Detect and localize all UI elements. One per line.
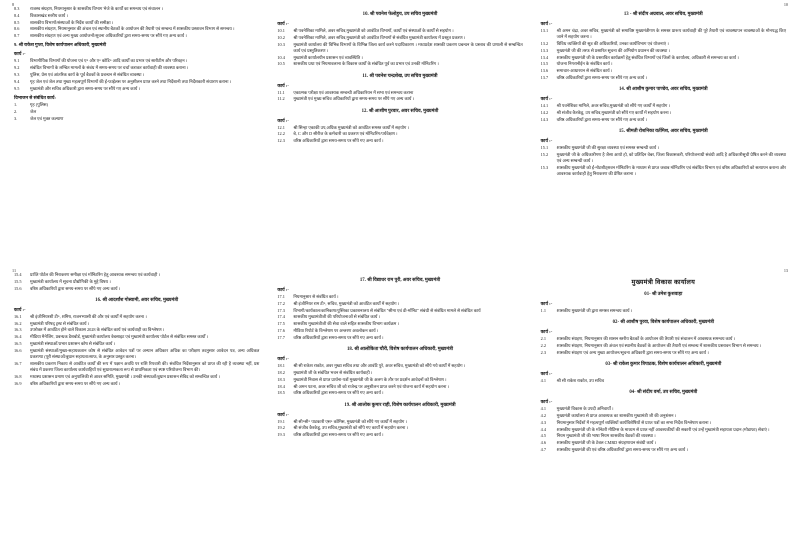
section-heading: 04- श्री संदीप वर्मा, उप सचिव, मुख्यमंत्री [629,390,698,396]
column-upper-3 [537,6,790,266]
list-item-text: श्री पवनेशिका मामिले, अवर सचिव,मुख्यमंत्री को आवंटित विभागों से संबंधित मुख्यमंत्री कार्यालय में प्रस्तुत प्रकरण । [293,34,466,40]
list-item-number: 4.6 [540,440,547,446]
list-item [277,55,522,61]
list-item-number: 2.3 [540,349,547,355]
list-item [14,65,259,71]
list-item-text: मीडिया मैनेजिंग, प्रबन्धक डैशबोर्ड, मुख्यमंत्री कार्यालय वेबसाइट एवं मुख्यमंत्री कार्यालय पोर्टल से संबंधित समस्त कार्यों । [30,334,209,340]
list-item-number: 11.1 [277,89,285,95]
list-item-number: 4.5 [540,433,547,439]
list-item [541,440,786,446]
list-item-number: 4.4 [540,426,547,432]
list-item [541,427,786,433]
list-item-text: विकासखंड स्तरीय कार्य । [30,12,68,18]
list-item-text: एकात्मक परीक्षा एवं आवश्यक सम्बन्धी अधिकारियन में सभा एवं समन्वय कराना [293,89,414,95]
list-item-text: शासकीय संग्रहण, नियमानुसार की अंचल एवं स्थानीय बैठकों के आयोजन की तैयारी एवं सम्बन्ध में शासकीय प्रस्तावन विभाग से समन्वय । [556,343,762,348]
list-item [14,79,259,85]
list-item-text: वरिष्ठ अधिकारियों द्वारा समय-समय पर सौंपे गए अन्य कार्य । [293,432,384,438]
list-item [541,41,786,47]
section-heading: 13 - श्री संदीप अग्रवाल, अवर सचिव, मुख्यमंत्री [623,12,703,17]
list-item-text: राजस्व संग्रहण, नियमानुसार के शासकीय विभाग भेजे के कार्यों का समन्वय एवं संचालन । [30,6,163,11]
list-item-text: उपरोक्त में आवंटित होने वाले विकास 2028 के संबंधित कार्य एवं कार्यवाही का विश्लेषण । [30,327,165,333]
list-item-text: श्री इंजीनियर राम टी॰, सचिव, मुख्यमंत्री को आवंटित कार्यों में सहयोग । [293,300,400,306]
list-item-number: 18.2 [277,369,285,375]
list-item-text: श्री पवनेशिका मामिले, अवर सचिव,मुख्यमंत्री को आवंटित विभागों, कार्यों एवं संस्थाओं के कार्यों से सहयोग । [293,27,454,33]
list-item-text: श्री सी राकेश राकोत, अवर मुख्य सचिव तथा और आवंटि पुरे, अवर सचिव, मुख्यमंत्री को सौंपे गये कार्यों में सहयोग । [293,363,466,369]
section-heading: 02- श्री आशीष पुरवा, विशेष कार्यपालन अधिकारी, मुख्यमंत्री [612,320,714,326]
subheading: कार्य :- [540,371,553,377]
list-item-text: शासकीय प्रकरण निकाय से आवंटित कार्यों की रूप में पक्षान अवधि पर राशि रिपवारी की। संबंधित निर्देशानुसार को प्राप्त की रही है व्यवस्था नहीं, प्रश संबंध में प्रकरण जिला कार्यालय कार्यवाहियों एवं सुधारात्मकता रूप से प्राथमिकता एवं स्पष्ट परियोजना विभाग की। [30,360,260,373]
list-item-text: मुख्यमंत्री कार्यालयीन प्रशासन एवं व्यवस्थिति । [293,54,363,60]
columns-lower [10,272,790,533]
list-item-text: शासकीय मुख्यमंत्री जी की सुरक्षा व्यवस्था एवं समस्त सम्बन्धी कार्य । [556,145,659,151]
list-item [14,327,259,333]
list-item-text: शासकीय प्रथा एवं नियमावलाना के विकास कार्यों के संबंधित पूर्व का प्रभार एवं उनकी मॉनिटरिंग । [293,61,439,67]
list-item-number: 13.6 [540,68,549,74]
list-item-number: 18.4 [277,383,285,389]
list-item-number: 17.4 [277,314,285,320]
list-item-text: शासकीय मुख्यमंत्री जी के मॉनेटरी मीटिंग्स के माध्यम से प्राप्त नहीं आवश्यकीयों की सकारी एवं उन्हें मुख्यमंत्री सहायता प्रदान (मोडाफा) सेवाएं । [556,426,770,432]
list-item-number: 8.7 [14,33,20,39]
section-heading: 18. श्री आलोकिता चौरी, विशेष कार्यपालन अधिकारी, मुख्यमंत्री [347,347,453,353]
list-item [541,378,786,384]
columns-upper [10,6,790,266]
list-item-text: मीडिया रिपोर्ट के विश्लेषण पर अन्तरण अवलोकन कार्य । [293,328,379,334]
list-item [277,370,522,376]
list-item-number: 9.2 [14,65,20,71]
list-item [277,125,522,131]
page-number-lower-left: 11 [12,268,17,273]
list-item-number: 3. [14,115,18,121]
list-item-number: 2.2 [540,343,547,348]
list-item [277,131,522,137]
page-number-upper-left: 8 [12,2,15,7]
list-item [14,381,259,387]
list-item [277,294,522,300]
list-item-text: श्री संजीव कैरकेडू, उप सचिव,मुख्यमंत्री को सौंपे गए कार्यों में सहयोग करना । [556,110,672,116]
section-heading: 01- श्री उमेश कुशवाहा [644,292,683,297]
subheading: कार्य :- [277,286,289,292]
list-item [277,96,522,102]
list-item-number: 10.1 [277,27,285,33]
list-item-text: शासकीय मुख्यमंत्रीजी की सेवा वाले सहित शासकीय विभाग कार्यक्रम । [293,321,400,327]
subheading: कार्य :- [540,329,553,335]
list-item [541,55,786,61]
list-item-number: 13.3 [540,47,549,53]
list-item [277,308,522,314]
list-item-number: 16.9 [14,380,22,386]
list-item-text: जेल [30,108,37,114]
list-item [541,117,786,123]
list-item-number: 17.5 [277,321,285,327]
list-item-text: श्री संजीव कैरकेडू, उप सचिव,मुख्यमंत्री को सौंपे गए कार्यों में सहयोग करना । [293,425,408,431]
list-item-number: 18.1 [277,363,285,369]
list-item-text: वरिष्ठ अधिकारियों द्वारा समय-समय पर सौंपे गए अन्य कार्य । [30,285,121,291]
list-item-text: शासकीय मुख्यमंत्री जी के प्रस्तावित कार्यक्रमों हेतु संबंधित विभागों एवं जिलों के कार्यालय, अधिकारी से समन्वय का कार्य । [556,54,739,60]
list-item-text: विविध व्यक्तियों की सूत्र की अधिकारियों, उनका कार्यविभाग एवं योजनाएं । [556,41,669,47]
list-item-number: 10.3 [277,41,285,47]
list-item [277,35,522,41]
list-item-text: शासकीय मुख्यमंत्रीजी की परियोजनाओं से संबंधित कार्य । [293,314,381,320]
list-item-number: 16.2 [14,320,22,326]
list-item-text: शासकीय संग्रहण एवं अन्य मुख्य आयोजनों/सूचना अधिकारियों द्वारा समय-समय पर सौंपे गए अन्य कार्य । [30,33,187,39]
list-item [14,348,259,360]
list-item-number: 2.1 [540,336,547,342]
list-item [541,68,786,74]
list-item [14,33,259,39]
sheet-lower [0,266,800,533]
list-item-text: नियमानुसार से संबंधित कार्य । [293,293,339,299]
list-item-text: वरिष्ठ अधिकारियों द्वारा समय-समय पर सौंपे गए अन्य कार्य । [293,334,384,340]
list-item-number: 15.5 [14,278,22,284]
list-item [14,321,259,327]
section-heading: 19. श्री आलोक कुमार राही, विशेष कार्यपालन अधिकारी, मुख्यमंत्री [344,402,456,408]
list-item-number: 9.4 [14,78,20,84]
list-item-number: 1. [14,101,18,107]
list-item [14,102,259,108]
list-item-number: 15.3 [540,164,549,170]
list-item [14,334,259,340]
list-item-text: प्राप्ति पोर्टल की निराकरण समीक्षा एवं मॉनिटरिंग हेतु आवश्यक समन्वय एवं कार्यवाही । [30,272,161,277]
list-item-number: 12.1 [277,124,285,130]
list-item-number: 16.8 [14,373,22,379]
list-item [14,279,259,285]
list-item-number: 13.2 [540,41,549,47]
list-item-text: गृह (पुलिस) [30,101,49,107]
list-item-number: 16.4 [14,334,22,340]
list-item-text: वरिष्ठ अधिकारियों द्वारा समय-समय पर सौंपे गए अन्य कार्य । [556,75,647,81]
list-item [277,61,522,67]
list-item-number: 1.1 [540,307,547,313]
list-item-text: मुख्यमंत्री जी के संबंधित भवन से संबंधित कार्यवाही । [293,369,373,375]
list-item [277,390,522,396]
list-item-text: जेल एवं मुक्त कल्याण [30,115,64,121]
list-item-number: 19.1 [277,418,285,424]
subheading: कार्य :- [540,20,553,26]
list-item [14,20,259,26]
section-heading: 16. श्री आदर्शांश गोस्वामी, अवर सचिव, मुख्यमंत्री [95,297,179,303]
subheading: 9. श्री राकेश गुप्ता, विशेष कार्यपालन अधिकारी, मुख्यमंत्री [14,42,107,48]
section-title: मुख्यमंत्री विकास कार्यालय [631,279,696,286]
list-item-text: मुख्यमंत्री संस्थाओं/मुख्य-सहायकतान कोष से संबंधित आवेदन पत्रों पर अन्यान अधिकार अधिक का परीक्षण तदनुसार आवेदन पत्र, अन्य अधिकत प्रकरण्या (पूरी संस्थाओं/बुधान सहायता/साफ, के अनुसार प्रस्तुत करना। [30,347,260,360]
list-item-text: श्री सी॰सी॰ पाटकारी एस॰ कॉमिस, मुख्यमंत्री को सौंपे गए कार्यों में सहयोग । [293,418,407,424]
list-item-text: गृह जेल एवं जेल तथा मुख्य महत्वपूर्ण विभागों की ई-फाईलस पर अनुशीलन प्राप्त करने तथा निर्देशानी तथा निर्देशकारी संधारण कराना । [30,78,232,84]
section-heading: 12. श्री आशीष पुरवार, अवर सचिव, मुख्यमंत्री [361,108,439,114]
list-item-number: 18.3 [277,376,285,382]
column-upper-2 [273,6,526,266]
list-item [541,308,786,314]
subheading: कार्य :- [277,356,289,362]
subheading: कार्य :- [540,399,553,405]
page-number-upper-right: 10 [783,2,788,7]
list-item-text: योजना निगरानीईन के संबंधित कार्य । [556,61,613,67]
list-item [277,28,522,34]
list-item [277,42,522,54]
list-item-text: शासकीय संग्रहण एवं अन्य मुख्य आयोजन/सूचना अधिकारी द्वारा समय-समय पर सौंपे गए अन्य कार्य । [556,349,709,355]
list-item-text: शासकीय मुख्यमंत्री जी द्वारा समस्त समन्वय कार्य । [556,307,633,313]
list-item-number: 15.6 [14,285,22,291]
subheading: विभाजन से संबंधित कार्य: [14,94,56,100]
list-item-number: 13.5 [540,61,549,67]
list-item [14,72,259,78]
list-item-text: श्री पवनेशिका मामिले, अवर सचिव,मुख्यमंत्री को सौंपे गए कार्यों में सहयोग । [556,103,671,109]
list-item-number: 9.1 [14,58,20,64]
list-item-text: शासकीय विभागों/संस्थाओं के निर्देश कार्यों की समीक्षा । [30,19,114,25]
list-item-number: 4.1 [540,406,547,412]
list-item [14,272,259,278]
list-item [541,48,786,54]
list-item [14,86,259,92]
list-item [14,341,259,347]
list-item [277,363,522,369]
subheading: कार्य :- [277,117,289,123]
list-item-text: मुख्यमंत्री जी की तरफ से प्रसारित सूचना की अभियोग प्रधानन की व्यवस्था । [556,47,670,53]
subheading: कार्य :- [540,96,553,102]
page-number-lower-right: 13 [783,268,788,273]
list-item [277,384,522,390]
list-item-number: 16.7 [14,360,22,366]
list-item-number: 16.6 [14,347,22,353]
list-item-text: बे, C और D सीरीज के कर्मचारी का प्रकरण एवं मॉनिटरिंग/पर्यवेक्षण । [293,131,398,137]
list-item [541,61,786,67]
list-item-number: 15.1 [540,145,549,151]
list-item-text: मुख्यमंत्री और सचिव अधिकारी द्वारा समय-समय पर सौंपे गए अन्य कार्य । [30,85,140,91]
list-item-number: 8.4 [14,12,20,18]
list-item-number: 17.1 [277,293,285,299]
list-item [541,103,786,109]
list-item-text: शासकीय संग्रहण, नियमानुसार की शासन स्तरीय बैठकों के आयोजन की तैयारी एवं संचालन में आवश्यक समन्वय कार्य । [556,336,736,342]
section-heading: 11. श्री पवनेश चन्द्रशेख, उप सचिव मुख्यमंत्री [362,73,438,79]
list-item-number: 15.4 [14,272,22,277]
list-item [277,138,522,144]
list-item [541,145,786,151]
column-lower-1 [10,272,263,533]
list-item [541,406,786,412]
list-item-number: 19.2 [277,425,285,431]
subheading: कार्य :- [540,300,553,306]
list-item-number: 16.5 [14,341,22,347]
list-item-text: वरिष्ठ अधिकारियों द्वारा समय-समय पर सौंपे गए अन्य कार्य । [293,390,384,396]
sheet-upper [0,0,800,266]
list-item [14,361,259,373]
list-item-number: 12.2 [277,131,285,137]
list-item-number: 10.2 [277,34,285,40]
list-item-number: 8.5 [14,19,20,25]
list-item [541,336,786,342]
list-item-text: शासकीय मुख्यमंत्री की एवं वरिष्ठ अधिकारियों द्वारा समय-समय पर सौंपे गए अन्य कार्य । [556,447,688,453]
list-item-text: समाचार-आधारयन से संबंधित कार्य । [556,68,613,74]
list-item-number: 14.2 [540,110,549,116]
list-item-number: 13.1 [540,27,549,33]
section-heading: 10. श्री पवनेश फेलोहुय, उप सचिव मुख्यमंत्री [362,12,438,17]
list-item [541,152,786,164]
list-item-text: श्री अमन पटना, अवर सचिव जी को राजेन्द्र पर अनुशीलन प्राप्त करने एवं योजना कार्य में सहयोग करना । [293,383,450,389]
list-item-number: 10.5 [277,61,285,67]
list-item-text: पुलिस, प्रेस एवं आंतरिक कार्य के पूर्व बैठकों के प्रबन्धन से संबंधित व्यवस्था । [30,72,145,78]
list-item [14,58,259,64]
list-item [541,75,786,81]
subheading: कार्य :- [277,411,289,417]
list-item [541,165,786,177]
section-heading: 03- श्री राकेश कुमार त्रिपाठक, विशेष कार्यपालन अधिकारी, मुख्यमंत्री [605,362,722,368]
list-item-number: 8.6 [14,26,20,32]
list-item-number: 8.3 [14,6,20,11]
list-item-text: मुख्यमंत्री कार्यालय की विभिन्न विभागों के विभिन्न जिला कार्य करने पदाधिकारण । मध्यप्रदेश शासकी प्रकरण प्रबन्धन के प्रस्ताव की प्रणाली से सम्बन्धित कार्य एवं प्रस्तुतिकरण । [293,41,523,53]
list-item-text: मुख्यमंत्री संस्थाओं/प्रभार प्रशासन कोष से संबंधित कार्य । [30,341,116,347]
list-item [277,335,522,341]
list-item-text: मुख्यमंत्री निवास से प्राप्त प्रार्थना-पत्रों मुख्यमंत्री जी के अलग के तौर पर प्रदर्शन आवेदनों को विश्लेषण । [293,376,447,382]
subheading: कार्य :- [277,20,289,26]
list-item [14,13,259,19]
list-item-text: नियम मुख्यमंत्री जी की भाषा नियम शासकीय बैठकों की व्यवस्था । [556,433,656,439]
section-heading: 15. श्रीमती रोशनिका वर्तमिश, अवर सचिव, मुख्यमंत्री [618,129,708,135]
list-item [14,6,259,12]
list-item [541,413,786,419]
list-item-number: 18.5 [277,390,285,396]
list-item [277,301,522,307]
list-item-number: 13.4 [540,54,549,60]
column-upper-1 [10,6,263,266]
list-item-text: मुख्यमंत्री विकास के उपदी अनिवार्यों । [556,406,614,412]
list-item-number: 17.7 [277,334,285,340]
list-item-number: 13.7 [540,75,549,81]
list-item-text: शासकीय संग्रहण, नियमानुसार की अंचल एवं स्थानीय बैठकों के आयोजन की तैयारी एवं सम्बन्ध में शासकीय प्रस्तावन विभाग से समन्वय । [30,26,235,32]
list-item-number: 4.2 [540,413,547,419]
list-item-text: मुख्यमंत्री एवं मुख्य सचिव अधिकारियों द्वारा समय-समय पर सौंपे गए अन्य कार्य । [293,96,415,102]
list-item-text: शासकीय मुख्यमंत्री को ई-नोटशीट्सवन मॉनिटरिंग के माध्यम से प्राप्त जबाब मॉनिटरिंग एवं संबंधित विभाग एवं वरिष्ठ अधिकारियों को सत्यापन कराना और आवश्यक कार्यवाही हेतु निराकरण की प्रेषित कराना । [556,164,786,177]
list-item-number: 11.2 [277,96,285,102]
list-item [14,286,259,292]
list-item-number: 17.3 [277,307,285,313]
list-item-number: 4.7 [540,447,547,453]
subheading: कार्य :- [14,51,26,57]
list-item-text: वरिष्ठ अधिकारियों द्वारा समय-समय पर सौंपे गए अन्य कार्य । [293,138,384,144]
list-item-text: श्री इंजीनियरशी टी॰, शमिष, राजनभ्यासी की और एवं कार्यों में सहयोग करना । [30,313,147,319]
list-item [541,420,786,426]
list-item [541,350,786,356]
list-item [14,314,259,320]
list-item-text: श्री सिन्हा एकाकी उप,अधिक मुख्यमंत्री को आवंटित समस्त कार्यों में सहयोग । [293,124,409,130]
list-item [277,425,522,431]
list-item-number: 9.3 [14,72,20,78]
list-item-text: वरिष्ठ अधिकारियों द्वारा समय-समय पर सौंपे गए अन्य कार्य । [556,116,647,122]
list-item [277,90,522,96]
list-item-text: वरिष्ठ अधिकारियों द्वारा समय-समय पर सौंपे गए अन्य कार्य । [30,380,121,386]
column-lower-3 [537,272,790,533]
list-item-text: मुख्यमंत्री कार्यालय से प्राप्त आवश्यक का शासकीय मुख्यमंत्री जी की अनुशंसन । [556,413,677,419]
list-item-text: संबंधित विभागों के लम्बित मामलों के संबंध में समय-समय पर चर्चा कराकर कार्यवाही की व्यवस्था कराना । [30,65,189,71]
list-item-text: मुख्यमंत्री जी के अधिकारीगण है जैसा आयो हो, को प्रतिदिन वेबर, जिला विकासकरी, परियोजनाधी संबंधी आदि है अधिकारीसूची प्रेषित करने की व्यवस्था एवं अन्य सम्बन्धी कार्य । [556,151,786,164]
list-item-number: 2. [14,108,18,114]
section-heading: 17. श्री विद्याधर राम पुरी, अवर सचिव, मुख्यमंत्री [359,278,441,283]
list-item-number: 4.1 [540,378,547,384]
list-item-text: मध्यस्थ प्रशासन प्रमाण एवं अनुपालिकी से आवर समिति, मुख्यमंत्री । उनकी संस्थाओं/बुधान प्रशासन सेविद को सम्बन्धित कार्य । [30,373,220,379]
section-heading: 14. श्री आशीष कुमार पाण्डेय, अवर सचिव, मुख्यमंत्री [618,87,708,93]
list-item-number: 14.3 [540,116,549,122]
list-item-text: विभागीयिक विभागों की योजना एवं ए॰ और ए॰ कोडि॰ आदि कार्यों का प्रभार एवं सारीटीम और परिवहन । [30,58,188,64]
list-item-number: 10.4 [277,54,285,60]
list-item [277,432,522,438]
list-item [14,116,259,122]
list-item-number: 16.1 [14,313,22,319]
list-item [277,377,522,383]
list-item-number: 12.3 [277,138,285,144]
list-item-number: 17.6 [277,328,285,334]
list-item-text: विभागी/कार्यकाल/कानिकाष/पुस्तिका प्रकाशनालय से संबंधित "सीमा एवं डी-मॉनिट" संबंधी से संबंधित मामले से संबंधित कार्य [293,307,481,313]
list-item-number: 19.3 [277,432,285,438]
column-lower-2 [273,272,526,533]
subheading: कार्य :- [14,306,26,312]
list-item-number: 9.5 [14,85,20,91]
list-item [541,447,786,453]
list-item-number: 14.1 [540,103,549,109]
list-item [277,314,522,320]
list-item-text: शासकीय मुख्यमंत्री जी के टेबल CMRD संग्रहणाधन संबंधी कार्य । [556,440,657,446]
subheading: कार्य :- [540,138,553,144]
list-item-text: श्री सी राकेश राकोत, उप सचिव [556,378,605,384]
list-item-text: नियमानुसार निर्देशों में महत्वपूर्ण व्यक्तियों कार्यविशेषियों से प्राप्त पत्रों का सभा निर्देश विश्लेषण कराना । [556,419,712,425]
list-item-number: 4.3 [540,419,547,425]
list-item [541,28,786,40]
list-item-number: 15.2 [540,151,549,157]
list-item-text: मुख्यमंत्री परिषद् ट्रस्ट से संबंधित कार्य । [30,320,90,326]
list-item-text: श्री अमन चंद्रा, अवर सचिव, मुख्यमंत्री को समाविष्ट मुख्यमंत्रीगण के समस्त प्रारूप कार्यवाही की पूरे तैयारी एवं व्यवस्थापन व्यवस्थाओं के मोनपद्ध किए जाने में सहयोग करना । [556,27,786,40]
list-item [277,321,522,327]
list-item [541,433,786,439]
list-item [14,109,259,115]
list-item-text: मुख्यमंत्री कार्यालय में सूचना प्रौद्योगिकी के मुद्दे विषय । [30,278,111,284]
list-item [277,328,522,334]
list-item [277,419,522,425]
list-item [541,110,786,116]
list-item [14,374,259,380]
list-item [541,343,786,349]
list-item-number: 17.2 [277,300,285,306]
list-item-number: 16.3 [14,327,22,333]
list-item [14,26,259,32]
subheading: कार्य :- [277,82,289,88]
